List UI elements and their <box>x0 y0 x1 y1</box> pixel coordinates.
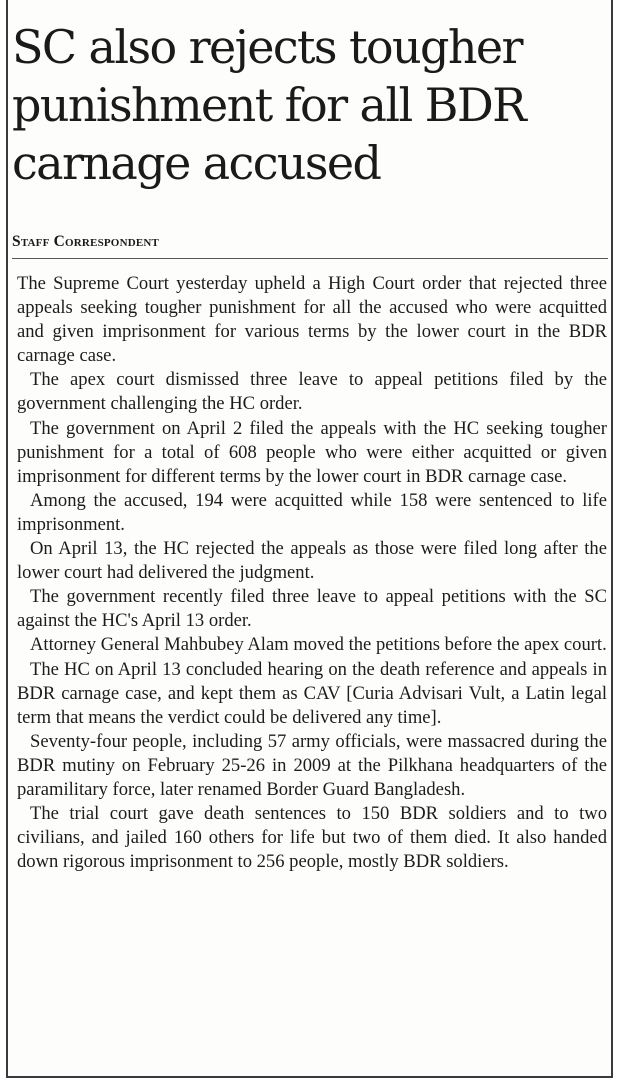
paragraph: The government recently filed three leave to appeal petitions with the SC against the HC's April 13 order. <box>17 586 607 632</box>
article-body <box>17 272 607 874</box>
paragraph: Attorney General Mahbubey Alam moved the petitions before the apex court. <box>30 634 607 656</box>
byline: Staff Correspondent <box>12 233 160 250</box>
headline: SC also rejects tougher punishment for all BDR carnage accused <box>12 20 526 190</box>
paragraph: On April 13, the HC rejected the appeals as those were filed long after the lower court had delivered the judgment. <box>17 538 607 584</box>
paragraph: The apex court dismissed three leave to appeal petitions filed by the government challenging the HC order. <box>17 369 607 415</box>
paragraph: The government on April 2 filed the appeals with the HC seeking tougher punishment for a total of 608 people who were either acquitted or given imprisonment for different terms by the lower court in BDR carnage case. <box>17 417 607 487</box>
byline-divider <box>12 258 608 259</box>
paragraph: Among the accused, 194 were acquitted while 158 were sentenced to life imprisonment. <box>17 489 607 535</box>
paragraph: Seventy-four people, including 57 army officials, were massacred during the BDR mutiny on February 25-26 in 2009 at the Pilkhana headquarters of the paramilitary force, later renamed Border Guard Bangladesh. <box>17 730 607 800</box>
paragraph: The Supreme Court yesterday upheld a High Court order that rejected three appeals seeking tougher punishment for all the accused who were acquitted and given imprisonment for various terms by the lower court in the BDR carnage case. <box>17 273 607 367</box>
paragraph: The HC on April 13 concluded hearing on the death reference and appeals in BDR carnage case, and kept them as CAV [Curia Advisari Vult, a Latin legal term that means the verdict could be delivered any time]. <box>17 658 607 728</box>
paragraph: The trial court gave death sentences to 150 BDR soldiers and to two civilians, and jailed 160 others for life but two of them died. It also handed down rigorous imprisonment to 256 people, mostly BDR soldiers. <box>17 803 607 873</box>
